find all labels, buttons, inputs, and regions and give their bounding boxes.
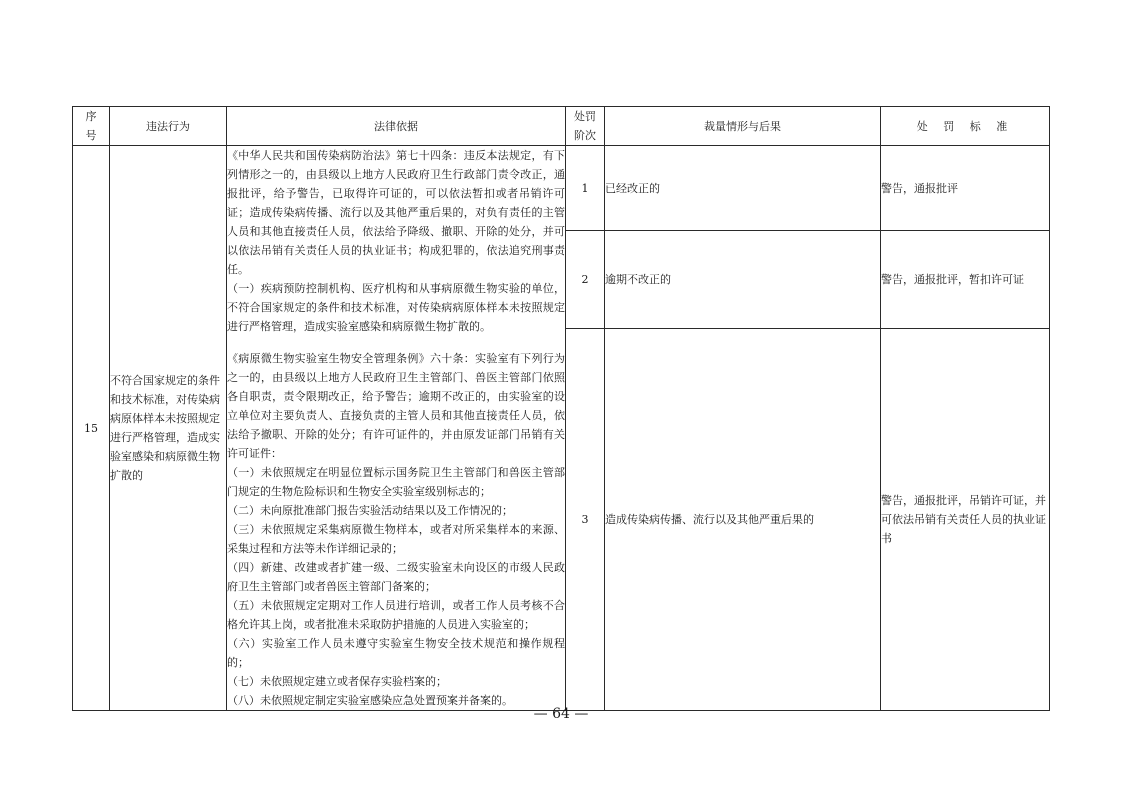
header-circumstances: 裁量情形与后果 <box>605 107 881 146</box>
penalty-standard-1: 警告，通报批评 <box>881 146 1050 231</box>
header-row <box>73 107 1050 146</box>
penalty-level-1: 1 <box>566 146 605 231</box>
penalty-discretion-table <box>72 106 1050 711</box>
circumstance-1: 已经改正的 <box>605 146 881 231</box>
legal-basis-para-3: 《病原微生物实验室生物安全管理条例》六十条：实验室有下列行为之一的，由县级以上地方人民政府卫生主管部门、兽医主管部门依照各自职责，责令限期改正，给予警告；逾期不改正的，由实验室的设立单位对主要负责人、直接负责的主管人员和其他直接责任人员，依法给予撤职、开除的处分；有许可证件的，并由原发证部门吊销有关许可证件： <box>227 352 565 460</box>
header-legal-basis: 法律依据 <box>227 107 566 146</box>
legal-basis-item-4: （四）新建、改建或者扩建一级、二级实验室未向设区的市级人民政府卫生主管部门或者兽医主管部门备案的； <box>227 561 565 593</box>
legal-basis-item-5: （五）未依照规定定期对工作人员进行培训，或者工作人员考核不合格允许其上岗，或者批准未采取防护措施的人员进入实验室的； <box>227 599 565 631</box>
legal-basis-item-6: （六）实验室工作人员未遵守实验室生物安全技术规范和操作规程的； <box>227 637 565 669</box>
legal-basis-item-7: （七）未依照规定建立或者保存实验档案的； <box>227 675 447 688</box>
header-violation: 违法行为 <box>110 107 227 146</box>
row-violation: 不符合国家规定的条件和技术标准，对传染病病原体样本未按照规定进行严格管理，造成实验室感染和病原微生物扩散的 <box>110 146 227 711</box>
legal-basis-item-8: （八）未依照规定制定实验室感染应急处置预案并备案的。 <box>227 694 513 707</box>
legal-basis-item-3: （三）未依照规定采集病原微生物样本，或者对所采集样本的来源、采集过程和方法等未作详细记录的； <box>227 523 565 555</box>
penalty-standard-3: 警告，通报批评，吊销许可证，并可依法吊销有关责任人员的执业证书 <box>881 328 1050 710</box>
legal-basis-para-1: 《中华人民共和国传染病防治法》第七十四条：违反本法规定，有下列情形之一的，由县级以上地方人民政府卫生行政部门责令改正，通报批评，给予警告，已取得许可证的，可以依法暂扣或者吊销许可证；造成传染病传播、流行以及其他严重后果的，对负有责任的主管人员和其他直接责任人员，依法给予降级、撤职、开除的处分，并可以依法吊销有关责任人员的执业证书；构成犯罪的，依法追究刑事责任。 <box>227 149 565 276</box>
header-penalty-standard: 处 罚 标 准 <box>881 107 1050 146</box>
row-seq: 15 <box>73 146 110 711</box>
page-number: — 64 — <box>533 706 589 722</box>
header-seq: 序 号 <box>73 107 110 146</box>
header-penalty-level: 处罚 阶次 <box>566 107 605 146</box>
row-legal-basis <box>227 146 566 711</box>
legal-basis-item-2: （二）未向原批准部门报告实验活动结果以及工作情况的； <box>227 504 513 517</box>
penalty-standard-2: 警告，通报批评，暂扣许可证 <box>881 231 1050 329</box>
penalty-level-3: 3 <box>566 328 605 710</box>
table-row <box>73 146 1050 231</box>
legal-basis-item-1: （一）未依照规定在明显位置标示国务院卫生主管部门和兽医主管部门规定的生物危险标识和生物安全实验室级别标志的； <box>227 466 565 498</box>
legal-basis-para-2: （一）疾病预防控制机构、医疗机构和从事病原微生物实验的单位，不符合国家规定的条件和技术标准，对传染病病原体样本未按照规定进行严格管理，造成实验室感染和病原微生物扩散的。 <box>227 282 565 333</box>
circumstance-2: 逾期不改正的 <box>605 231 881 329</box>
circumstance-3: 造成传染病传播、流行以及其他严重后果的 <box>605 328 881 710</box>
penalty-level-2: 2 <box>566 231 605 329</box>
